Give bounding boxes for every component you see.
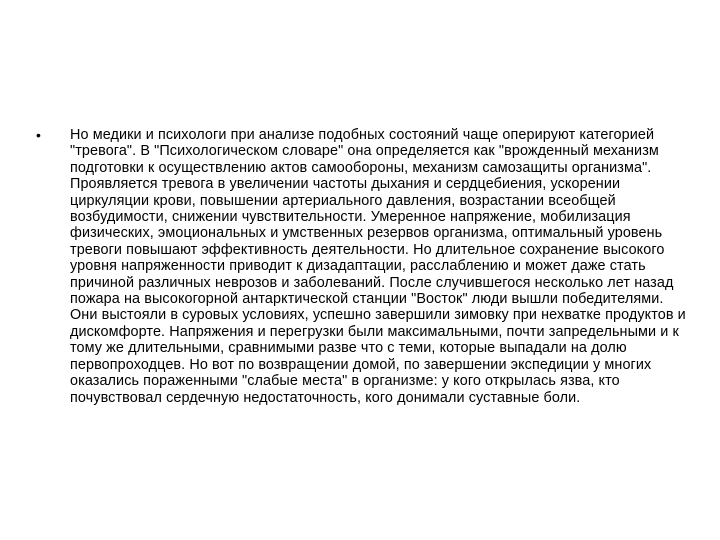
bullet-item xyxy=(36,127,696,406)
bullet-marker: • xyxy=(36,127,41,143)
bullet-paragraph: Но медики и психологи при анализе подобных состояний чаще оперируют категорией "тревога". В "Психологическом словаре" она определяется как "врожденный механизм подготовки к осуществлению актов самообороны, механизм самозащиты организма". Проявляется тревога в увеличении частоты дыхания и сердцебиения, ускорении циркуляции крови, повышении артериального давления, возрастании всеобщей возбудимости, снижении чувствительности. Умеренное напряжение, мобилизация физических, эмоциональных и умственных резервов организма, оптимальный уровень тревоги повышают эффективность деятельности. Но длительное сохранение высокого уровня напряженности приводит к дизадаптации, расслаблению и может даже стать причиной различных неврозов и заболеваний. После случившегося несколько лет назад пожара на высокогорной антарктической станции "Восток" люди вышли победителями. Они выстояли в суровых условиях, успешно завершили зимовку при нехватке продуктов и дискомфорте. Напряжения и перегрузки были максимальными, почти запредельными и к тому же длительными, сравнимыми разве что с теми, которые выпадали на долю первопроходцев. Но вот по возвращении домой, по завершении экспедиции у многих оказались пораженными "слабые места" в организме: у кого открылась язва, кто почувствовал сердечную недостаточность, кого донимали суставные боли. xyxy=(70,127,686,406)
